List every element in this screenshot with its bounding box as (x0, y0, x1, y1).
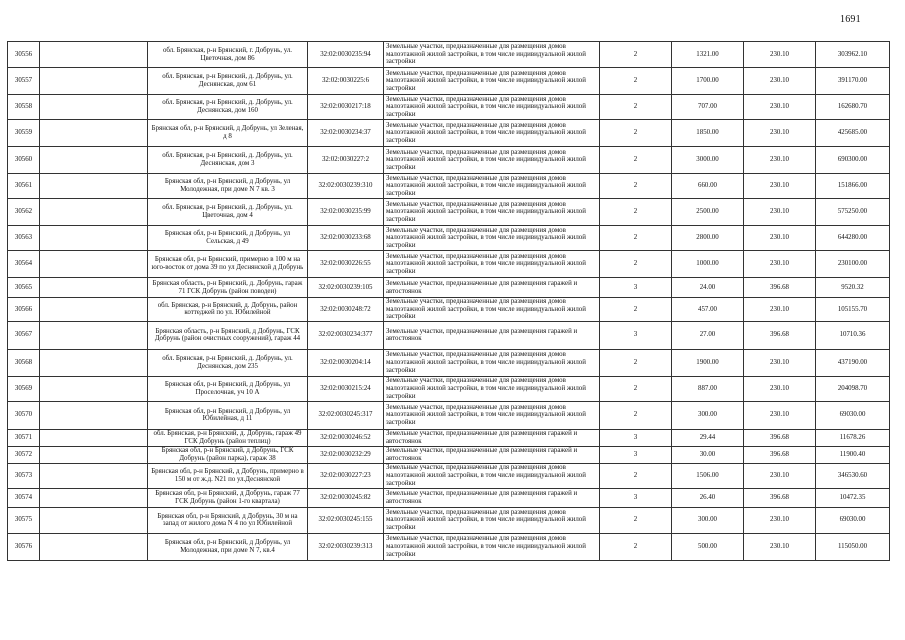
rate-cell: 230.10 (744, 533, 816, 560)
area-cell: 1700.00 (672, 68, 744, 95)
spacer-cell (40, 446, 148, 463)
spacer-cell (40, 42, 148, 68)
row-number-cell: 30556 (8, 42, 40, 68)
cadastral-value-cell: 346530.60 (816, 463, 890, 488)
cadastral-value-cell: 9520.32 (816, 278, 890, 298)
land-use-cell: Земельные участки, предназначенные для размещения домов малоэтажной жилой застройки, в том числе индивидуальной жилой застройки (384, 401, 600, 429)
spacer-cell (40, 401, 148, 429)
address-cell: обл. Брянская, р-н Брянский, д. Добрунь, ул. Деснянская, дом 61 (148, 68, 308, 95)
category-cell: 2 (600, 376, 672, 401)
spacer-cell (40, 95, 148, 120)
area-cell: 887.00 (672, 376, 744, 401)
category-cell: 2 (600, 507, 672, 533)
row-number-cell: 30575 (8, 507, 40, 533)
rate-cell: 230.10 (744, 120, 816, 147)
land-use-cell: Земельные участки, предназначенные для размещения домов малоэтажной жилой застройки, в том числе индивидуальной жилой застройки (384, 120, 600, 147)
cadastral-value-cell: 425685.00 (816, 120, 890, 147)
cadastral-number-cell: 32:02:0030226:55 (308, 251, 384, 278)
spacer-cell (40, 120, 148, 147)
spacer-cell (40, 321, 148, 349)
rate-cell: 230.10 (744, 199, 816, 226)
spacer-cell (40, 251, 148, 278)
table-row (8, 298, 890, 322)
spacer-cell (40, 174, 148, 199)
area-cell: 300.00 (672, 507, 744, 533)
cadastral-value-cell: 391170.00 (816, 68, 890, 95)
table-row (8, 147, 890, 174)
table-row (8, 349, 890, 376)
cadastral-number-cell: 32:02:0030234:37 (308, 120, 384, 147)
land-use-cell: Земельные участки, предназначенные для размещения домов малоэтажной жилой застройки, в том числе индивидуальной жилой застройки (384, 95, 600, 120)
table-row (8, 226, 890, 251)
row-number-cell: 30561 (8, 174, 40, 199)
row-number-cell: 30558 (8, 95, 40, 120)
cadastral-value-cell: 69030.00 (816, 401, 890, 429)
spacer-cell (40, 226, 148, 251)
cadastral-value-cell: 575250.00 (816, 199, 890, 226)
spacer-cell (40, 147, 148, 174)
row-number-cell: 30565 (8, 278, 40, 298)
rate-cell: 230.10 (744, 42, 816, 68)
address-cell: Брянская область, р-н Брянский, д Добрунь, ГСК Добрунь (район очистных сооружений), гараж 44 (148, 321, 308, 349)
area-cell: 660.00 (672, 174, 744, 199)
table-row (8, 429, 890, 446)
area-cell: 1506.00 (672, 463, 744, 488)
area-cell: 2800.00 (672, 226, 744, 251)
area-cell: 457.00 (672, 298, 744, 322)
table-row (8, 446, 890, 463)
land-use-cell: Земельные участки, предназначенные для размещения домов малоэтажной жилой застройки, в том числе индивидуальной жилой застройки (384, 42, 600, 68)
address-cell: обл. Брянская, р-н Брянский, д. Добрунь, ул. Цветочная, дом 4 (148, 199, 308, 226)
category-cell: 2 (600, 349, 672, 376)
cadastral-number-cell: 32:02:0030235:99 (308, 199, 384, 226)
row-number-cell: 30568 (8, 349, 40, 376)
cadastral-value-cell: 151866.00 (816, 174, 890, 199)
land-use-cell: Земельные участки, предназначенные для размещения домов малоэтажной жилой застройки, в том числе индивидуальной жилой застройки (384, 226, 600, 251)
area-cell: 29.44 (672, 429, 744, 446)
cadastral-value-table (7, 41, 890, 561)
address-cell: Брянская обл, р-н Брянский, д Добрунь, ул Сельская, д 49 (148, 226, 308, 251)
spacer-cell (40, 429, 148, 446)
spacer-cell (40, 349, 148, 376)
land-use-cell: Земельные участки, предназначенные для размещения домов малоэтажной жилой застройки, в том числе индивидуальной жилой застройки (384, 298, 600, 322)
table-row (8, 68, 890, 95)
land-use-cell: Земельные участки, предназначенные для размещения домов малоэтажной жилой застройки, в том числе индивидуальной жилой застройки (384, 147, 600, 174)
land-use-cell: Земельные участки, предназначенные для размещения домов малоэтажной жилой застройки, в том числе индивидуальной жилой застройки (384, 376, 600, 401)
cadastral-number-cell: 32:02:0030246:52 (308, 429, 384, 446)
rate-cell: 230.10 (744, 349, 816, 376)
area-cell: 24.00 (672, 278, 744, 298)
spacer-cell (40, 298, 148, 322)
cadastral-number-cell: 32:02:0030245:317 (308, 401, 384, 429)
spacer-cell (40, 533, 148, 560)
rate-cell: 230.10 (744, 507, 816, 533)
address-cell: Брянская область, р-н Брянский, д. Добрунь, гараж 71 ГСК Добрунь (район поводеи) (148, 278, 308, 298)
land-use-cell: Земельные участки, предназначенные для размещения домов малоэтажной жилой застройки, в том числе индивидуальной жилой застройки (384, 463, 600, 488)
cadastral-number-cell: 32:02:0030227:23 (308, 463, 384, 488)
category-cell: 2 (600, 42, 672, 68)
spacer-cell (40, 199, 148, 226)
cadastral-number-cell: 32:02:0030245:155 (308, 507, 384, 533)
row-number-cell: 30570 (8, 401, 40, 429)
spacer-cell (40, 376, 148, 401)
cadastral-value-cell: 204098.70 (816, 376, 890, 401)
category-cell: 2 (600, 174, 672, 199)
row-number-cell: 30560 (8, 147, 40, 174)
table-row (8, 463, 890, 488)
row-number-cell: 30573 (8, 463, 40, 488)
cadastral-value-cell: 10472.35 (816, 488, 890, 507)
table-body (8, 42, 890, 561)
cadastral-number-cell: 32:02:0030204:14 (308, 349, 384, 376)
spacer-cell (40, 463, 148, 488)
cadastral-number-cell: 32:02:0030248:72 (308, 298, 384, 322)
table-row (8, 488, 890, 507)
category-cell: 2 (600, 226, 672, 251)
area-cell: 300.00 (672, 401, 744, 429)
area-cell: 27.00 (672, 321, 744, 349)
page-number: 1691 (840, 14, 861, 25)
table-row (8, 376, 890, 401)
row-number-cell: 30566 (8, 298, 40, 322)
land-use-cell: Земельные участки, предназначенные для размещения гаражей и автостоянок (384, 429, 600, 446)
spacer-cell (40, 68, 148, 95)
table-row (8, 401, 890, 429)
table-row (8, 533, 890, 560)
rate-cell: 396.68 (744, 488, 816, 507)
category-cell: 2 (600, 120, 672, 147)
land-use-cell: Земельные участки, предназначенные для размещения домов малоэтажной жилой застройки, в том числе индивидуальной жилой застройки (384, 533, 600, 560)
category-cell: 2 (600, 68, 672, 95)
spacer-cell (40, 488, 148, 507)
area-cell: 3000.00 (672, 147, 744, 174)
land-use-cell: Земельные участки, предназначенные для размещения домов малоэтажной жилой застройки, в том числе индивидуальной жилой застройки (384, 174, 600, 199)
address-cell: Брянская обл, р-н Брянский, д Добрунь, ул Юбилейная, д 11 (148, 401, 308, 429)
area-cell: 26.40 (672, 488, 744, 507)
address-cell: Брянская обл, р-н Брянский, д Добрунь, ул Зеленая, д 8 (148, 120, 308, 147)
category-cell: 3 (600, 429, 672, 446)
land-use-cell: Земельные участки, предназначенные для размещения домов малоэтажной жилой застройки, в том числе индивидуальной жилой застройки (384, 251, 600, 278)
address-cell: обл. Брянская, р-н Брянский, д. Добрунь, ул. Деснянская, дом 160 (148, 95, 308, 120)
area-cell: 1000.00 (672, 251, 744, 278)
cadastral-value-cell: 230100.00 (816, 251, 890, 278)
category-cell: 3 (600, 488, 672, 507)
table-row (8, 321, 890, 349)
row-number-cell: 30562 (8, 199, 40, 226)
area-cell: 30.00 (672, 446, 744, 463)
area-cell: 500.00 (672, 533, 744, 560)
spacer-cell (40, 507, 148, 533)
address-cell: обл. Брянская, р-н Брянский, д. Добрунь, ул. Деснянская, дом 235 (148, 349, 308, 376)
cadastral-value-cell: 162680.70 (816, 95, 890, 120)
rate-cell: 396.68 (744, 429, 816, 446)
land-use-cell: Земельные участки, предназначенные для размещения домов малоэтажной жилой застройки, в том числе индивидуальной жилой застройки (384, 507, 600, 533)
cadastral-number-cell: 32:02:0030225:6 (308, 68, 384, 95)
address-cell: Брянская обл, р-н Брянский, д Добрунь, 30 м на запад от жилого дома N 4 по ул Юбилейной (148, 507, 308, 533)
cadastral-value-cell: 10710.36 (816, 321, 890, 349)
rate-cell: 230.10 (744, 298, 816, 322)
address-cell: обл. Брянская, р-н Брянский, д. Добрунь, район коттеджей по ул. Юбилейной (148, 298, 308, 322)
rate-cell: 230.10 (744, 226, 816, 251)
cadastral-value-cell: 303962.10 (816, 42, 890, 68)
category-cell: 2 (600, 463, 672, 488)
cadastral-value-cell: 11678.26 (816, 429, 890, 446)
category-cell: 2 (600, 251, 672, 278)
address-cell: Брянская обл, р-н Брянский, д Добрунь, ул Молодежная, при доме N 7, кв.4 (148, 533, 308, 560)
cadastral-number-cell: 32:02:0030217:18 (308, 95, 384, 120)
cadastral-value-cell: 690300.00 (816, 147, 890, 174)
land-use-cell: Земельные участки, предназначенные для размещения домов малоэтажной жилой застройки, в том числе индивидуальной жилой застройки (384, 68, 600, 95)
row-number-cell: 30574 (8, 488, 40, 507)
row-number-cell: 30557 (8, 68, 40, 95)
area-cell: 2500.00 (672, 199, 744, 226)
cadastral-value-cell: 644280.00 (816, 226, 890, 251)
cadastral-number-cell: 32:02:0030245:82 (308, 488, 384, 507)
cadastral-value-cell: 105155.70 (816, 298, 890, 322)
category-cell: 2 (600, 533, 672, 560)
row-number-cell: 30563 (8, 226, 40, 251)
row-number-cell: 30569 (8, 376, 40, 401)
rate-cell: 230.10 (744, 401, 816, 429)
rate-cell: 396.68 (744, 446, 816, 463)
cadastral-value-cell: 437190.00 (816, 349, 890, 376)
table-row (8, 278, 890, 298)
category-cell: 3 (600, 278, 672, 298)
rate-cell: 230.10 (744, 463, 816, 488)
land-use-cell: Земельные участки, предназначенные для размещения гаражей и автостоянок (384, 278, 600, 298)
rate-cell: 230.10 (744, 251, 816, 278)
area-cell: 1321.00 (672, 42, 744, 68)
rate-cell: 230.10 (744, 68, 816, 95)
area-cell: 1850.00 (672, 120, 744, 147)
category-cell: 2 (600, 401, 672, 429)
table-row (8, 507, 890, 533)
land-use-cell: Земельные участки, предназначенные для размещения гаражей и автостоянок (384, 446, 600, 463)
rate-cell: 230.10 (744, 147, 816, 174)
table-row (8, 174, 890, 199)
address-cell: Брянская обл, р-н Брянский, д Добрунь, гараж 77 ГСК Добрунь (район 1-го квартала) (148, 488, 308, 507)
land-use-cell: Земельные участки, предназначенные для размещения домов малоэтажной жилой застройки, в том числе индивидуальной жилой застройки (384, 349, 600, 376)
spacer-cell (40, 278, 148, 298)
table-row (8, 95, 890, 120)
cadastral-number-cell: 32:02:0030239:313 (308, 533, 384, 560)
row-number-cell: 30564 (8, 251, 40, 278)
row-number-cell: 30567 (8, 321, 40, 349)
category-cell: 3 (600, 446, 672, 463)
table-row (8, 251, 890, 278)
rate-cell: 396.68 (744, 278, 816, 298)
category-cell: 2 (600, 199, 672, 226)
land-use-cell: Земельные участки, предназначенные для размещения гаражей и автостоянок (384, 321, 600, 349)
cadastral-number-cell: 32:02:0030234:377 (308, 321, 384, 349)
row-number-cell: 30559 (8, 120, 40, 147)
row-number-cell: 30572 (8, 446, 40, 463)
land-use-cell: Земельные участки, предназначенные для размещения гаражей и автостоянок (384, 488, 600, 507)
row-number-cell: 30576 (8, 533, 40, 560)
address-cell: Брянская обл, р-н Брянский, д Добрунь, ул Молодежная, при доме N 7 кв. 3 (148, 174, 308, 199)
cadastral-number-cell: 32:02:0030232:29 (308, 446, 384, 463)
category-cell: 3 (600, 321, 672, 349)
table-row (8, 42, 890, 68)
address-cell: Брянская обл, р-н Брянский, д Добрунь, ГСК Добрунь (район парка), гараж 38 (148, 446, 308, 463)
address-cell: Брянская обл, р-н Брянский, примерно в 100 м на юго-восток от дома 39 по ул Деснянской д Добрунь (148, 251, 308, 278)
cadastral-number-cell: 32:02:0030233:68 (308, 226, 384, 251)
category-cell: 2 (600, 147, 672, 174)
category-cell: 2 (600, 298, 672, 322)
rate-cell: 230.10 (744, 376, 816, 401)
cadastral-number-cell: 32:02:0030239:105 (308, 278, 384, 298)
rate-cell: 230.10 (744, 95, 816, 120)
cadastral-value-cell: 69030.00 (816, 507, 890, 533)
address-cell: обл. Брянская, р-н Брянский, г. Добрунь, ул. Цветочная, дом 86 (148, 42, 308, 68)
cadastral-number-cell: 32:02:0030227:2 (308, 147, 384, 174)
cadastral-value-cell: 11900.40 (816, 446, 890, 463)
land-use-cell: Земельные участки, предназначенные для размещения домов малоэтажной жилой застройки, в том числе индивидуальной жилой застройки (384, 199, 600, 226)
rate-cell: 230.10 (744, 174, 816, 199)
cadastral-value-cell: 115050.00 (816, 533, 890, 560)
row-number-cell: 30571 (8, 429, 40, 446)
table-row (8, 120, 890, 147)
category-cell: 2 (600, 95, 672, 120)
address-cell: обл. Брянская, р-н Брянский, д. Добрунь, гараж 49 ГСК Добрунь (район теплиц) (148, 429, 308, 446)
cadastral-number-cell: 32:02:0030239:310 (308, 174, 384, 199)
area-cell: 707.00 (672, 95, 744, 120)
rate-cell: 396.68 (744, 321, 816, 349)
table-row (8, 199, 890, 226)
address-cell: обл. Брянская, р-н Брянский, д. Добрунь, ул. Деснянская, дом 3 (148, 147, 308, 174)
address-cell: Брянская обл, р-н Брянский, д Добрунь, примерно в 150 м от ж.д. N21 по ул.Деснянской (148, 463, 308, 488)
address-cell: Брянская обл, р-н Брянский, д Добрунь, ул Проселочная, уч 10 А (148, 376, 308, 401)
cadastral-number-cell: 32:02:0030215:24 (308, 376, 384, 401)
area-cell: 1900.00 (672, 349, 744, 376)
cadastral-number-cell: 32:02:0030235:94 (308, 42, 384, 68)
